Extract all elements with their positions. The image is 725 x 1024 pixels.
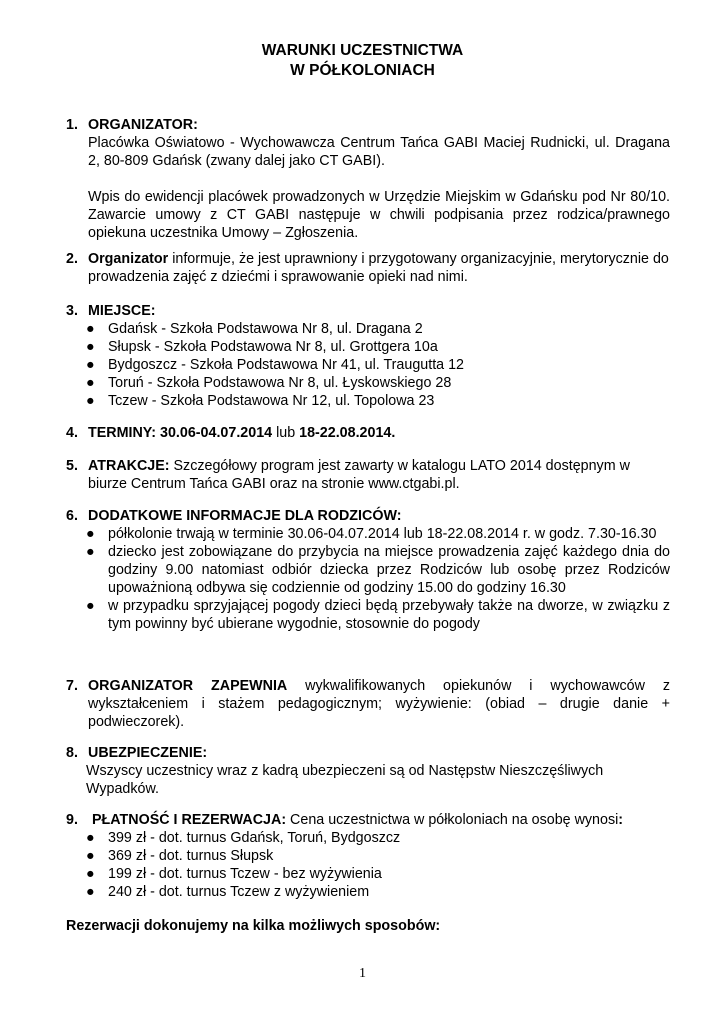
bullet-icon: ●	[86, 544, 95, 560]
section-heading: PŁATNOŚĆ I REZERWACJA:	[92, 812, 287, 828]
section-connector: lub	[272, 425, 300, 441]
bullet-icon: ●	[86, 321, 95, 337]
bullet-icon: ●	[86, 526, 95, 542]
section-parent-info	[66, 507, 670, 633]
section-organizer-provides	[66, 677, 670, 731]
bullet-icon: ●	[86, 598, 95, 614]
section-heading: DODATKOWE INFORMACJE DLA RODZICÓW:	[88, 508, 402, 524]
section-number: 7.	[66, 678, 78, 694]
section-number: 1.	[66, 117, 78, 133]
section-number: 9.	[66, 812, 78, 828]
bullet-icon: ●	[86, 375, 95, 391]
section-colon: :	[618, 812, 624, 828]
bullet-icon: ●	[86, 339, 95, 355]
section-number: 8.	[66, 745, 78, 761]
section-number: 3.	[66, 303, 78, 319]
section-heading: ORGANIZATOR ZAPEWNIA	[88, 678, 288, 694]
section-text: Wszyscy uczestnicy wraz z kadrą ubezpieczeni są od Następstw Nieszczęśliwych Wypadków.	[86, 763, 604, 797]
organizer-address: Placówka Oświatowo - Wychowawcza Centrum Tańca GABI Maciej Rudnicki, ul. Dragana 2, 80-809 Gdańsk (zwany dalej jako CT GABI).	[88, 135, 670, 169]
document-title-line1: WARUNKI UCZESTNICTWA	[261, 42, 464, 59]
page-number: 1	[359, 966, 366, 981]
section-heading: UBEZPIECZENIE:	[88, 745, 208, 761]
bullet-icon: ●	[86, 884, 95, 900]
section-number: 2.	[66, 251, 78, 267]
list-item: ● 199 zł - dot. turnus Tczew - bez wyżywienia	[86, 866, 382, 882]
list-item: ● dziecko jest zobowiązane do przybycia na miejsce prowadzenia zajęć każdego dnia do godziny 9.00 natomiast odbiór dziecka przez Rodziców lub osobę przez Rodziców upoważnioną odbywa się codziennie od godziny 15.00 do godziny 16.30	[86, 544, 670, 596]
section-text: wykwalifikowanych opiekunów i wychowawców z wykształceniem i stażem pedagogicznym; wyżywienie: (obiad – drugie danie + podwieczorek).	[88, 678, 670, 730]
bullet-icon: ●	[86, 393, 95, 409]
section-heading: TERMINY: 30.06-04.07.2014	[88, 425, 273, 441]
document-title-line2: W PÓŁKOLONIACH	[290, 62, 435, 79]
organizer-registration: Wpis do ewidencji placówek prowadzonych w Urzędzie Miejskim w Gdańsku pod Nr 80/10. Zawarcie umowy z CT GABI następuje w chwili podpisania przez rodzica/prawnego opiekuna uczestnika Umowy – Zgłoszenia.	[88, 189, 670, 241]
section-heading: Organizator	[88, 251, 169, 267]
list-item: ● 240 zł - dot. turnus Tczew z wyżywieniem	[86, 884, 370, 900]
section-heading: ORGANIZATOR:	[88, 117, 198, 133]
price-list	[86, 829, 670, 901]
section-number: 5.	[66, 458, 78, 474]
list-item: ● Tczew - Szkoła Podstawowa Nr 12, ul. Topolowa 23	[86, 393, 435, 409]
bullet-icon: ●	[86, 848, 95, 864]
section-text: informuje, że jest uprawniony i przygotowany organizacyjnie, merytorycznie do prowadzenia zajęć z dziećmi i sprawowanie opieki nad nimi.	[88, 251, 669, 285]
bullet-icon: ●	[86, 866, 95, 882]
list-item: ● 399 zł - dot. turnus Gdańsk, Toruń, Bydgoszcz	[86, 830, 401, 846]
section-attractions	[66, 457, 670, 493]
section-number: 6.	[66, 508, 78, 524]
section-number: 4.	[66, 425, 78, 441]
section-dates	[66, 424, 670, 442]
parent-info-list	[86, 525, 670, 633]
section-organizer	[66, 116, 670, 242]
list-item: ● w przypadku sprzyjającej pogody dzieci będą przebywały także na dworze, w związku z tym powinny być ubierane wygodnie, stosownie do pogody	[86, 598, 670, 632]
bullet-icon: ●	[86, 357, 95, 373]
section-payment	[66, 811, 670, 901]
bullet-icon: ●	[86, 830, 95, 846]
list-item: ● Gdańsk - Szkoła Podstawowa Nr 8, ul. Dragana 2	[86, 321, 423, 337]
list-item: ● Bydgoszcz - Szkoła Podstawowa Nr 41, ul. Traugutta 12	[86, 357, 465, 373]
section-places	[66, 302, 670, 410]
section-heading: MIEJSCE:	[88, 303, 156, 319]
list-item: ● 369 zł - dot. turnus Słupsk	[86, 848, 274, 864]
section-insurance	[66, 744, 670, 798]
list-item: ● półkolonie trwają w terminie 30.06-04.07.2014 lub 18-22.08.2014 r. w godz. 7.30-16.30	[86, 526, 657, 542]
section-text: Cena uczestnictwa w półkoloniach na osobę wynosi	[286, 812, 619, 828]
section-organizer-info	[66, 250, 670, 286]
places-list	[86, 320, 670, 410]
section-heading: ATRAKCJE:	[88, 458, 170, 474]
list-item: ● Słupsk - Szkoła Podstawowa Nr 8, ul. Grottgera 10a	[86, 339, 438, 355]
second-date: 18-22.08.2014.	[299, 425, 396, 441]
reservation-methods-heading: Rezerwacji dokonujemy na kilka możliwych sposobów:	[66, 918, 441, 934]
section-text: Szczegółowy program jest zawarty w katalogu LATO 2014 dostępnym w biurze Centrum Tańca GABI oraz na stronie www.ctgabi.pl.	[88, 458, 630, 492]
list-item: ● Toruń - Szkoła Podstawowa Nr 8, ul. Łyskowskiego 28	[86, 375, 452, 391]
